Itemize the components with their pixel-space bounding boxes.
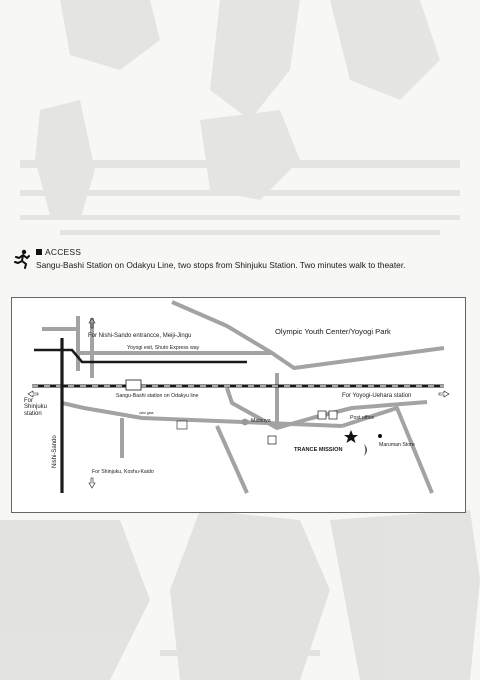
label-matsuya: Matsuya (251, 418, 271, 424)
arrow-left-icon (28, 391, 38, 397)
label-nishi-sando: Nishi-Sando (52, 435, 58, 468)
arrow-right-icon (439, 391, 449, 397)
road-south-diagonal (217, 426, 247, 493)
access-map (11, 297, 466, 513)
label-olympic-youth-center: Olympic Youth Center/Yoyogi Park (275, 327, 391, 336)
convenience-store-icon (268, 436, 276, 444)
moon-icon (364, 444, 367, 456)
access-title: ACCESS (36, 247, 81, 257)
access-directions: Sangu-Bashi Station on Odakyu Line, two stops from Shinjuku Station. Two minutes walk to theater. (36, 260, 406, 270)
label-sangu-bashi-station: Sangu-Bashi station on Odakyu line (116, 393, 199, 399)
label-for-shinjuku-station: For Shinjuku station (24, 398, 48, 417)
map-drawing (12, 298, 465, 512)
runner-icon (14, 249, 30, 269)
label-trance-mission: TRANCE MISSION (294, 447, 343, 453)
label-nishi-sando-entrance: For Nishi-Sando entrancce, Meiji-Jingu (88, 333, 192, 339)
arrow-down-icon (89, 478, 95, 488)
label-koshu-kaido: For Shinjuku, Koshu-Kaido (92, 469, 154, 475)
label-post-office: Post office (350, 415, 375, 421)
maruman-dot-icon (378, 434, 382, 438)
matsuya-dot-icon (242, 419, 249, 426)
atm-icon (177, 421, 187, 429)
station-icon (126, 380, 141, 390)
label-yoyogi-exit: Yoyogi exit, Shuto Express way (127, 345, 200, 351)
road-south-main (62, 403, 342, 426)
label-yoyogi-uehara: For Yoyogi-Uehara station (342, 393, 412, 399)
star-icon (344, 430, 358, 443)
police-box-icon (318, 411, 326, 419)
label-maruman-store: Maruman Store (379, 442, 415, 448)
post-office-icon (329, 411, 337, 419)
label-small-sign: ocho gass (139, 411, 154, 415)
